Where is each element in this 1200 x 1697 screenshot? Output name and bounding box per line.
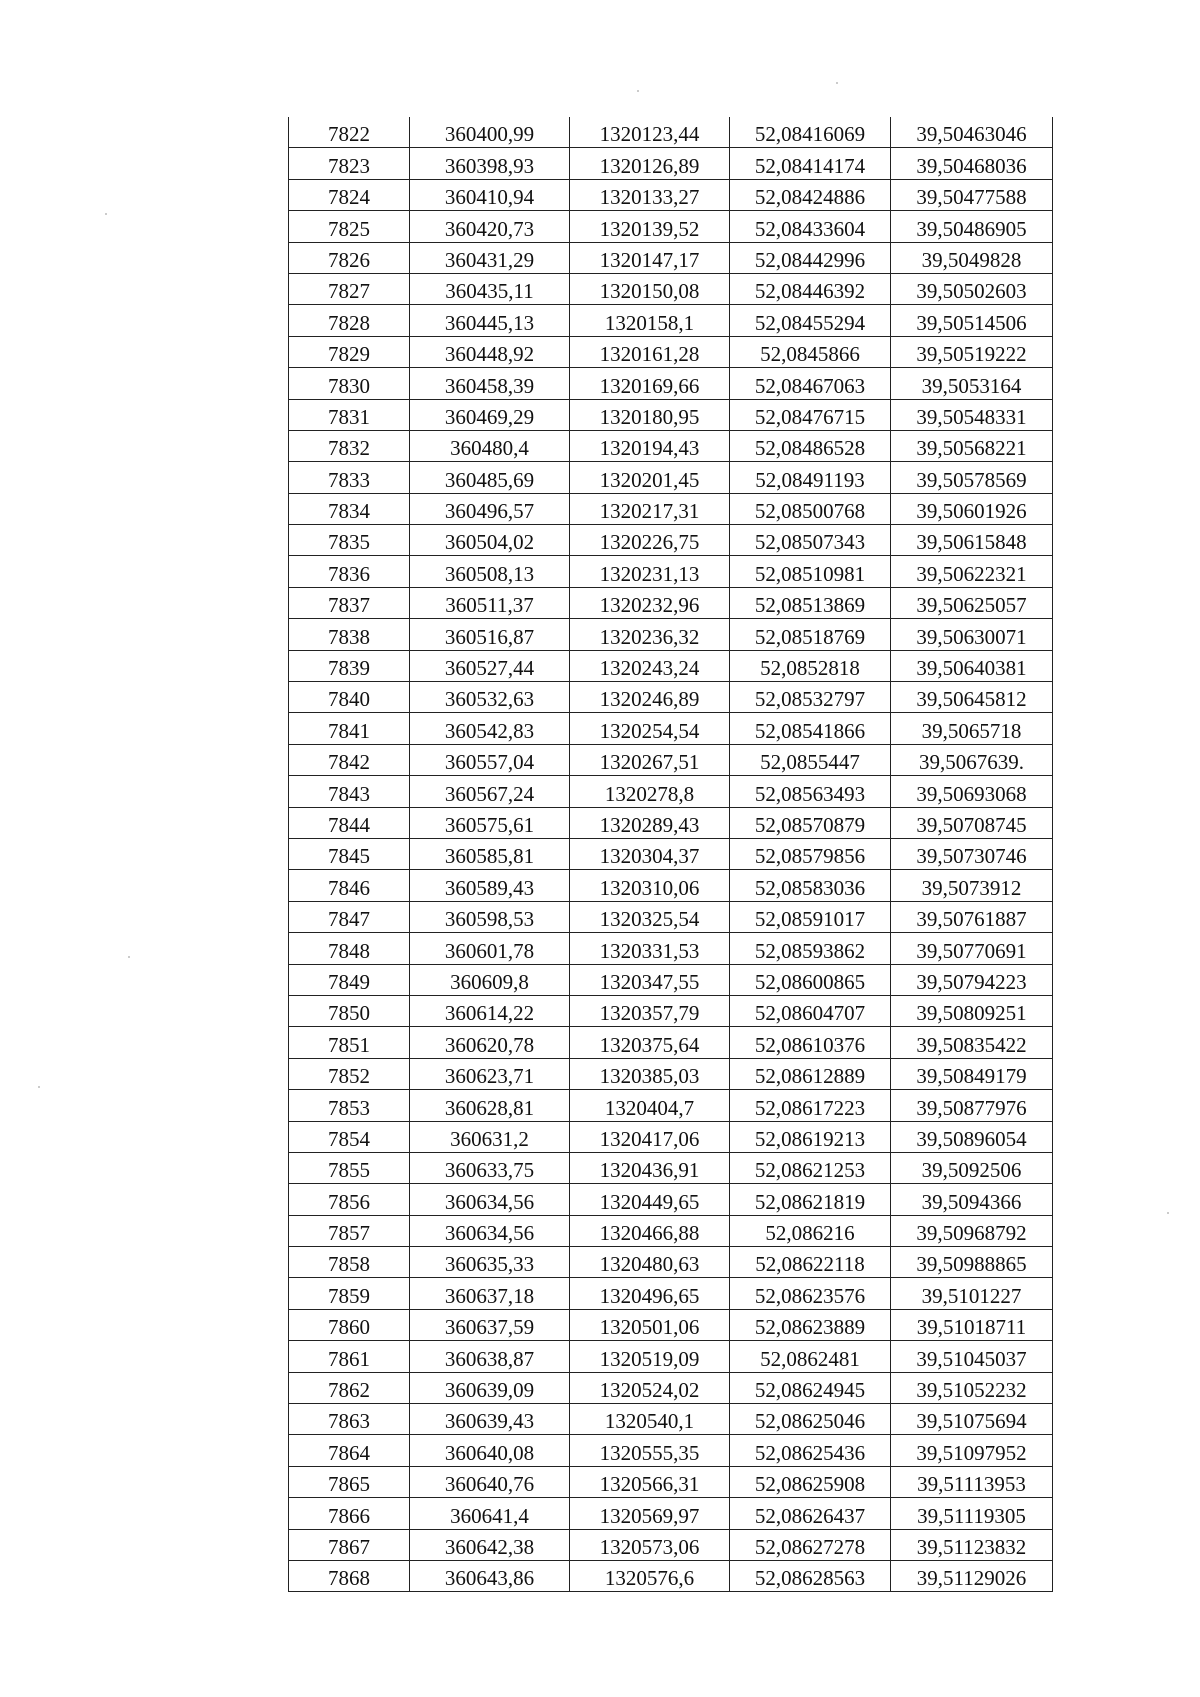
- point-number-cell: 7861: [289, 1341, 410, 1372]
- latitude-cell: 52,08622118: [730, 1247, 891, 1278]
- longitude-cell: 39,50622321: [891, 556, 1053, 587]
- y-coordinate-cell: 1320566,31: [570, 1466, 730, 1497]
- longitude-cell: 39,50630071: [891, 619, 1053, 650]
- x-coordinate-cell: 360400,99: [410, 117, 570, 148]
- scan-speck: [38, 1086, 40, 1088]
- longitude-cell: 39,50770691: [891, 933, 1053, 964]
- x-coordinate-cell: 360614,22: [410, 995, 570, 1026]
- longitude-cell: 39,50988865: [891, 1247, 1053, 1278]
- table-row: [289, 336, 1053, 367]
- latitude-cell: 52,08612889: [730, 1058, 891, 1089]
- longitude-cell: 39,50601926: [891, 493, 1053, 524]
- y-coordinate-cell: 1320254,54: [570, 713, 730, 744]
- table-row: [289, 1278, 1053, 1309]
- x-coordinate-cell: 360631,2: [410, 1121, 570, 1152]
- table-row: [289, 901, 1053, 932]
- y-coordinate-cell: 1320139,52: [570, 211, 730, 242]
- latitude-cell: 52,0855447: [730, 744, 891, 775]
- point-number-cell: 7849: [289, 964, 410, 995]
- x-coordinate-cell: 360639,43: [410, 1404, 570, 1435]
- longitude-cell: 39,5065718: [891, 713, 1053, 744]
- latitude-cell: 52,08617223: [730, 1090, 891, 1121]
- x-coordinate-cell: 360640,08: [410, 1435, 570, 1466]
- x-coordinate-cell: 360527,44: [410, 650, 570, 681]
- table-row: [289, 1027, 1053, 1058]
- x-coordinate-cell: 360575,61: [410, 807, 570, 838]
- y-coordinate-cell: 1320201,45: [570, 462, 730, 493]
- table-row: [289, 1560, 1053, 1591]
- x-coordinate-cell: 360634,56: [410, 1215, 570, 1246]
- y-coordinate-cell: 1320404,7: [570, 1090, 730, 1121]
- latitude-cell: 52,08627278: [730, 1529, 891, 1560]
- y-coordinate-cell: 1320480,63: [570, 1247, 730, 1278]
- longitude-cell: 39,50519222: [891, 336, 1053, 367]
- x-coordinate-cell: 360485,69: [410, 462, 570, 493]
- point-number-cell: 7833: [289, 462, 410, 493]
- latitude-cell: 52,08476715: [730, 399, 891, 430]
- table-row: [289, 995, 1053, 1026]
- longitude-cell: 39,50968792: [891, 1215, 1053, 1246]
- table-row: [289, 399, 1053, 430]
- y-coordinate-cell: 1320243,24: [570, 650, 730, 681]
- point-number-cell: 7846: [289, 870, 410, 901]
- y-coordinate-cell: 1320417,06: [570, 1121, 730, 1152]
- point-number-cell: 7867: [289, 1529, 410, 1560]
- y-coordinate-cell: 1320466,88: [570, 1215, 730, 1246]
- x-coordinate-cell: 360639,09: [410, 1372, 570, 1403]
- table-row: [289, 211, 1053, 242]
- point-number-cell: 7842: [289, 744, 410, 775]
- longitude-cell: 39,51075694: [891, 1404, 1053, 1435]
- table-row: [289, 305, 1053, 336]
- table-row: [289, 619, 1053, 650]
- longitude-cell: 39,50578569: [891, 462, 1053, 493]
- y-coordinate-cell: 1320501,06: [570, 1309, 730, 1340]
- longitude-cell: 39,50502603: [891, 273, 1053, 304]
- longitude-cell: 39,50896054: [891, 1121, 1053, 1152]
- latitude-cell: 52,08513869: [730, 587, 891, 618]
- y-coordinate-cell: 1320267,51: [570, 744, 730, 775]
- latitude-cell: 52,08621819: [730, 1184, 891, 1215]
- latitude-cell: 52,08604707: [730, 995, 891, 1026]
- longitude-cell: 39,5092506: [891, 1152, 1053, 1183]
- longitude-cell: 39,50640381: [891, 650, 1053, 681]
- table-row: [289, 1341, 1053, 1372]
- x-coordinate-cell: 360516,87: [410, 619, 570, 650]
- table-row: [289, 807, 1053, 838]
- y-coordinate-cell: 1320217,31: [570, 493, 730, 524]
- table-row: [289, 744, 1053, 775]
- point-number-cell: 7827: [289, 273, 410, 304]
- y-coordinate-cell: 1320310,06: [570, 870, 730, 901]
- x-coordinate-cell: 360567,24: [410, 776, 570, 807]
- longitude-cell: 39,51052232: [891, 1372, 1053, 1403]
- y-coordinate-cell: 1320375,64: [570, 1027, 730, 1058]
- y-coordinate-cell: 1320555,35: [570, 1435, 730, 1466]
- point-number-cell: 7838: [289, 619, 410, 650]
- longitude-cell: 39,50794223: [891, 964, 1053, 995]
- y-coordinate-cell: 1320325,54: [570, 901, 730, 932]
- longitude-cell: 39,50477588: [891, 179, 1053, 210]
- longitude-cell: 39,5094366: [891, 1184, 1053, 1215]
- latitude-cell: 52,08541866: [730, 713, 891, 744]
- x-coordinate-cell: 360635,33: [410, 1247, 570, 1278]
- longitude-cell: 39,50645812: [891, 682, 1053, 713]
- x-coordinate-cell: 360601,78: [410, 933, 570, 964]
- latitude-cell: 52,08583036: [730, 870, 891, 901]
- point-number-cell: 7826: [289, 242, 410, 273]
- latitude-cell: 52,0852818: [730, 650, 891, 681]
- table-row: [289, 1466, 1053, 1497]
- table-row: [289, 1247, 1053, 1278]
- x-coordinate-cell: 360420,73: [410, 211, 570, 242]
- x-coordinate-cell: 360480,4: [410, 430, 570, 461]
- latitude-cell: 52,0845866: [730, 336, 891, 367]
- x-coordinate-cell: 360641,4: [410, 1498, 570, 1529]
- point-number-cell: 7852: [289, 1058, 410, 1089]
- point-number-cell: 7856: [289, 1184, 410, 1215]
- point-number-cell: 7862: [289, 1372, 410, 1403]
- y-coordinate-cell: 1320569,97: [570, 1498, 730, 1529]
- y-coordinate-cell: 1320278,8: [570, 776, 730, 807]
- x-coordinate-cell: 360620,78: [410, 1027, 570, 1058]
- longitude-cell: 39,51123832: [891, 1529, 1053, 1560]
- table-row: [289, 1121, 1053, 1152]
- y-coordinate-cell: 1320169,66: [570, 368, 730, 399]
- latitude-cell: 52,08623889: [730, 1309, 891, 1340]
- point-number-cell: 7855: [289, 1152, 410, 1183]
- longitude-cell: 39,51018711: [891, 1309, 1053, 1340]
- point-number-cell: 7835: [289, 525, 410, 556]
- latitude-cell: 52,08442996: [730, 242, 891, 273]
- x-coordinate-cell: 360628,81: [410, 1090, 570, 1121]
- point-number-cell: 7840: [289, 682, 410, 713]
- y-coordinate-cell: 1320347,55: [570, 964, 730, 995]
- x-coordinate-cell: 360589,43: [410, 870, 570, 901]
- table-row: [289, 933, 1053, 964]
- x-coordinate-cell: 360623,71: [410, 1058, 570, 1089]
- x-coordinate-cell: 360435,11: [410, 273, 570, 304]
- table-row: [289, 430, 1053, 461]
- latitude-cell: 52,08563493: [730, 776, 891, 807]
- latitude-cell: 52,08600865: [730, 964, 891, 995]
- coordinates-table-body: [289, 117, 1053, 1592]
- table-row: [289, 682, 1053, 713]
- x-coordinate-cell: 360585,81: [410, 838, 570, 869]
- latitude-cell: 52,08532797: [730, 682, 891, 713]
- point-number-cell: 7851: [289, 1027, 410, 1058]
- y-coordinate-cell: 1320496,65: [570, 1278, 730, 1309]
- point-number-cell: 7864: [289, 1435, 410, 1466]
- y-coordinate-cell: 1320147,17: [570, 242, 730, 273]
- table-row: [289, 870, 1053, 901]
- latitude-cell: 52,08625436: [730, 1435, 891, 1466]
- point-number-cell: 7857: [289, 1215, 410, 1246]
- table-row: [289, 1435, 1053, 1466]
- x-coordinate-cell: 360496,57: [410, 493, 570, 524]
- y-coordinate-cell: 1320133,27: [570, 179, 730, 210]
- point-number-cell: 7859: [289, 1278, 410, 1309]
- point-number-cell: 7841: [289, 713, 410, 744]
- longitude-cell: 39,5067639.: [891, 744, 1053, 775]
- point-number-cell: 7830: [289, 368, 410, 399]
- table-row: [289, 273, 1053, 304]
- scan-speck: [105, 213, 107, 215]
- y-coordinate-cell: 1320231,13: [570, 556, 730, 587]
- table-row: [289, 1058, 1053, 1089]
- table-row: [289, 1372, 1053, 1403]
- longitude-cell: 39,5053164: [891, 368, 1053, 399]
- y-coordinate-cell: 1320449,65: [570, 1184, 730, 1215]
- y-coordinate-cell: 1320246,89: [570, 682, 730, 713]
- latitude-cell: 52,08626437: [730, 1498, 891, 1529]
- y-coordinate-cell: 1320385,03: [570, 1058, 730, 1089]
- point-number-cell: 7868: [289, 1560, 410, 1591]
- point-number-cell: 7845: [289, 838, 410, 869]
- point-number-cell: 7828: [289, 305, 410, 336]
- y-coordinate-cell: 1320180,95: [570, 399, 730, 430]
- x-coordinate-cell: 360469,29: [410, 399, 570, 430]
- y-coordinate-cell: 1320158,1: [570, 305, 730, 336]
- latitude-cell: 52,0862481: [730, 1341, 891, 1372]
- y-coordinate-cell: 1320519,09: [570, 1341, 730, 1372]
- latitude-cell: 52,08610376: [730, 1027, 891, 1058]
- table-row: [289, 1184, 1053, 1215]
- longitude-cell: 39,50809251: [891, 995, 1053, 1026]
- point-number-cell: 7844: [289, 807, 410, 838]
- y-coordinate-cell: 1320331,53: [570, 933, 730, 964]
- x-coordinate-cell: 360637,59: [410, 1309, 570, 1340]
- table-row: [289, 179, 1053, 210]
- y-coordinate-cell: 1320126,89: [570, 148, 730, 179]
- point-number-cell: 7829: [289, 336, 410, 367]
- latitude-cell: 52,08467063: [730, 368, 891, 399]
- x-coordinate-cell: 360508,13: [410, 556, 570, 587]
- y-coordinate-cell: 1320357,79: [570, 995, 730, 1026]
- point-number-cell: 7834: [289, 493, 410, 524]
- longitude-cell: 39,50708745: [891, 807, 1053, 838]
- x-coordinate-cell: 360640,76: [410, 1466, 570, 1497]
- scan-speck: [1167, 1212, 1169, 1214]
- latitude-cell: 52,08570879: [730, 807, 891, 838]
- longitude-cell: 39,50730746: [891, 838, 1053, 869]
- point-number-cell: 7850: [289, 995, 410, 1026]
- point-number-cell: 7831: [289, 399, 410, 430]
- longitude-cell: 39,50568221: [891, 430, 1053, 461]
- y-coordinate-cell: 1320226,75: [570, 525, 730, 556]
- table-row: [289, 713, 1053, 744]
- y-coordinate-cell: 1320232,96: [570, 587, 730, 618]
- point-number-cell: 7847: [289, 901, 410, 932]
- latitude-cell: 52,08414174: [730, 148, 891, 179]
- longitude-cell: 39,5073912: [891, 870, 1053, 901]
- y-coordinate-cell: 1320524,02: [570, 1372, 730, 1403]
- longitude-cell: 39,50625057: [891, 587, 1053, 618]
- longitude-cell: 39,51129026: [891, 1560, 1053, 1591]
- table-row: [289, 1404, 1053, 1435]
- x-coordinate-cell: 360634,56: [410, 1184, 570, 1215]
- x-coordinate-cell: 360598,53: [410, 901, 570, 932]
- point-number-cell: 7865: [289, 1466, 410, 1497]
- longitude-cell: 39,50761887: [891, 901, 1053, 932]
- point-number-cell: 7839: [289, 650, 410, 681]
- table-row: [289, 462, 1053, 493]
- latitude-cell: 52,08593862: [730, 933, 891, 964]
- x-coordinate-cell: 360532,63: [410, 682, 570, 713]
- latitude-cell: 52,08433604: [730, 211, 891, 242]
- point-number-cell: 7825: [289, 211, 410, 242]
- longitude-cell: 39,50468036: [891, 148, 1053, 179]
- latitude-cell: 52,08424886: [730, 179, 891, 210]
- longitude-cell: 39,51045037: [891, 1341, 1053, 1372]
- x-coordinate-cell: 360445,13: [410, 305, 570, 336]
- table-row: [289, 1215, 1053, 1246]
- latitude-cell: 52,08625908: [730, 1466, 891, 1497]
- table-row: [289, 117, 1053, 148]
- x-coordinate-cell: 360637,18: [410, 1278, 570, 1309]
- longitude-cell: 39,50877976: [891, 1090, 1053, 1121]
- longitude-cell: 39,5049828: [891, 242, 1053, 273]
- coordinates-table: [288, 117, 1053, 1592]
- longitude-cell: 39,50514506: [891, 305, 1053, 336]
- x-coordinate-cell: 360448,92: [410, 336, 570, 367]
- longitude-cell: 39,50463046: [891, 117, 1053, 148]
- point-number-cell: 7837: [289, 587, 410, 618]
- point-number-cell: 7848: [289, 933, 410, 964]
- x-coordinate-cell: 360609,8: [410, 964, 570, 995]
- x-coordinate-cell: 360643,86: [410, 1560, 570, 1591]
- table-row: [289, 1498, 1053, 1529]
- longitude-cell: 39,50849179: [891, 1058, 1053, 1089]
- longitude-cell: 39,51113953: [891, 1466, 1053, 1497]
- x-coordinate-cell: 360511,37: [410, 587, 570, 618]
- latitude-cell: 52,08500768: [730, 493, 891, 524]
- latitude-cell: 52,08518769: [730, 619, 891, 650]
- y-coordinate-cell: 1320576,6: [570, 1560, 730, 1591]
- table-row: [289, 838, 1053, 869]
- latitude-cell: 52,08621253: [730, 1152, 891, 1183]
- latitude-cell: 52,086216: [730, 1215, 891, 1246]
- point-number-cell: 7866: [289, 1498, 410, 1529]
- y-coordinate-cell: 1320194,43: [570, 430, 730, 461]
- x-coordinate-cell: 360642,38: [410, 1529, 570, 1560]
- y-coordinate-cell: 1320289,43: [570, 807, 730, 838]
- point-number-cell: 7843: [289, 776, 410, 807]
- longitude-cell: 39,51119305: [891, 1498, 1053, 1529]
- table-row: [289, 1529, 1053, 1560]
- x-coordinate-cell: 360410,94: [410, 179, 570, 210]
- latitude-cell: 52,08628563: [730, 1560, 891, 1591]
- x-coordinate-cell: 360542,83: [410, 713, 570, 744]
- x-coordinate-cell: 360458,39: [410, 368, 570, 399]
- point-number-cell: 7863: [289, 1404, 410, 1435]
- point-number-cell: 7853: [289, 1090, 410, 1121]
- x-coordinate-cell: 360431,29: [410, 242, 570, 273]
- point-number-cell: 7836: [289, 556, 410, 587]
- point-number-cell: 7854: [289, 1121, 410, 1152]
- latitude-cell: 52,08455294: [730, 305, 891, 336]
- longitude-cell: 39,50548331: [891, 399, 1053, 430]
- table-row: [289, 1090, 1053, 1121]
- y-coordinate-cell: 1320304,37: [570, 838, 730, 869]
- scan-speck: [128, 956, 130, 958]
- latitude-cell: 52,08623576: [730, 1278, 891, 1309]
- latitude-cell: 52,08619213: [730, 1121, 891, 1152]
- latitude-cell: 52,08591017: [730, 901, 891, 932]
- y-coordinate-cell: 1320123,44: [570, 117, 730, 148]
- point-number-cell: 7824: [289, 179, 410, 210]
- table-row: [289, 1152, 1053, 1183]
- latitude-cell: 52,08491193: [730, 462, 891, 493]
- table-row: [289, 556, 1053, 587]
- latitude-cell: 52,08579856: [730, 838, 891, 869]
- latitude-cell: 52,08624945: [730, 1372, 891, 1403]
- longitude-cell: 39,51097952: [891, 1435, 1053, 1466]
- longitude-cell: 39,50486905: [891, 211, 1053, 242]
- longitude-cell: 39,50835422: [891, 1027, 1053, 1058]
- x-coordinate-cell: 360557,04: [410, 744, 570, 775]
- table-row: [289, 587, 1053, 618]
- latitude-cell: 52,08446392: [730, 273, 891, 304]
- latitude-cell: 52,08486528: [730, 430, 891, 461]
- latitude-cell: 52,08416069: [730, 117, 891, 148]
- point-number-cell: 7858: [289, 1247, 410, 1278]
- table-row: [289, 525, 1053, 556]
- x-coordinate-cell: 360398,93: [410, 148, 570, 179]
- scan-speck: [637, 90, 639, 92]
- point-number-cell: 7822: [289, 117, 410, 148]
- x-coordinate-cell: 360638,87: [410, 1341, 570, 1372]
- table-row: [289, 368, 1053, 399]
- table-row: [289, 964, 1053, 995]
- longitude-cell: 39,50615848: [891, 525, 1053, 556]
- table-row: [289, 776, 1053, 807]
- table-row: [289, 493, 1053, 524]
- y-coordinate-cell: 1320540,1: [570, 1404, 730, 1435]
- latitude-cell: 52,08625046: [730, 1404, 891, 1435]
- table-row: [289, 1309, 1053, 1340]
- latitude-cell: 52,08510981: [730, 556, 891, 587]
- y-coordinate-cell: 1320161,28: [570, 336, 730, 367]
- point-number-cell: 7823: [289, 148, 410, 179]
- scan-speck: [836, 82, 838, 84]
- y-coordinate-cell: 1320436,91: [570, 1152, 730, 1183]
- y-coordinate-cell: 1320573,06: [570, 1529, 730, 1560]
- x-coordinate-cell: 360504,02: [410, 525, 570, 556]
- latitude-cell: 52,08507343: [730, 525, 891, 556]
- longitude-cell: 39,5101227: [891, 1278, 1053, 1309]
- y-coordinate-cell: 1320150,08: [570, 273, 730, 304]
- table-row: [289, 148, 1053, 179]
- table-row: [289, 650, 1053, 681]
- x-coordinate-cell: 360633,75: [410, 1152, 570, 1183]
- table-row: [289, 242, 1053, 273]
- point-number-cell: 7832: [289, 430, 410, 461]
- point-number-cell: 7860: [289, 1309, 410, 1340]
- longitude-cell: 39,50693068: [891, 776, 1053, 807]
- y-coordinate-cell: 1320236,32: [570, 619, 730, 650]
